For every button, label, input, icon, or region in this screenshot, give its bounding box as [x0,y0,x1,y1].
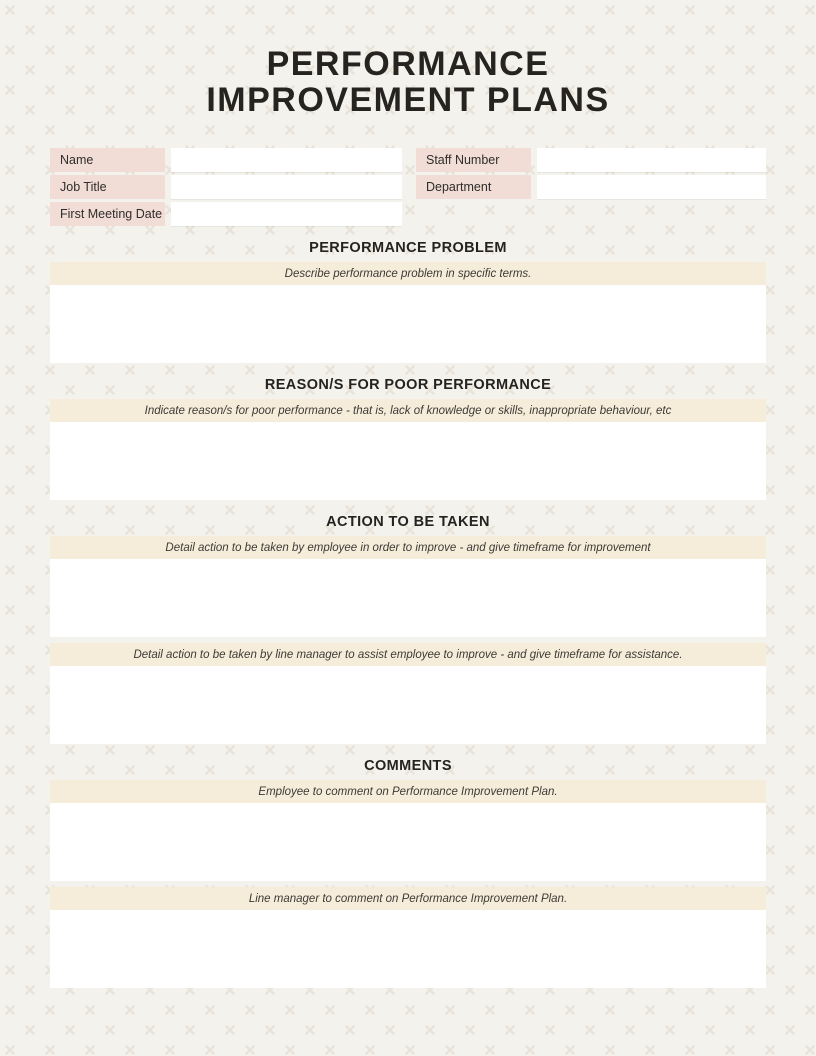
performance-problem-heading: PERFORMANCE PROBLEM [309,240,507,256]
section-performance-problem [50,240,766,363]
first-meeting-date-label: First Meeting Date [50,202,165,226]
page-title-line1: PERFORMANCE [266,45,550,83]
section-reasons-poor-performance [50,377,766,500]
section-action-to-be-taken [50,514,766,744]
name-label: Name [50,148,165,172]
comments-employee-textarea[interactable] [50,803,766,881]
comments-employee-prompt: Employee to comment on Performance Improvement Plan. [50,780,766,803]
action-line-manager-textarea[interactable] [50,666,766,744]
job-title-label: Job Title [50,175,165,199]
performance-problem-textarea[interactable] [50,285,766,363]
page-title [50,46,766,118]
comments-line-manager-prompt: Line manager to comment on Performance Improvement Plan. [50,887,766,910]
action-line-manager-prompt: Detail action to be taken by line manager to assist employee to improve - and give timeframe for assistance. [50,643,766,666]
department-label: Department [416,175,531,199]
performance-problem-prompt: Describe performance problem in specific terms. [50,262,766,285]
comments-line-manager-textarea[interactable] [50,910,766,988]
comments-heading: COMMENTS [364,758,452,774]
reasons-prompt: Indicate reason/s for poor performance - that is, lack of knowledge or skills, inappropriate behaviour, etc [50,399,766,422]
staff-number-input[interactable] [537,148,766,172]
reasons-textarea[interactable] [50,422,766,500]
staff-number-label: Staff Number [416,148,531,172]
name-input[interactable] [171,148,402,172]
document-body [50,0,766,988]
reasons-heading: REASON/S FOR POOR PERFORMANCE [264,377,552,393]
action-heading: ACTION TO BE TAKEN [326,514,490,530]
department-input[interactable] [537,175,766,199]
action-employee-textarea[interactable] [50,559,766,637]
page-title-line2: IMPROVEMENT PLANS [206,81,610,119]
section-comments [50,758,766,988]
action-employee-prompt: Detail action to be taken by employee in order to improve - and give timeframe for improvement [50,536,766,559]
first-meeting-date-input[interactable] [171,202,402,226]
employee-info-form [50,148,766,226]
job-title-input[interactable] [171,175,402,199]
